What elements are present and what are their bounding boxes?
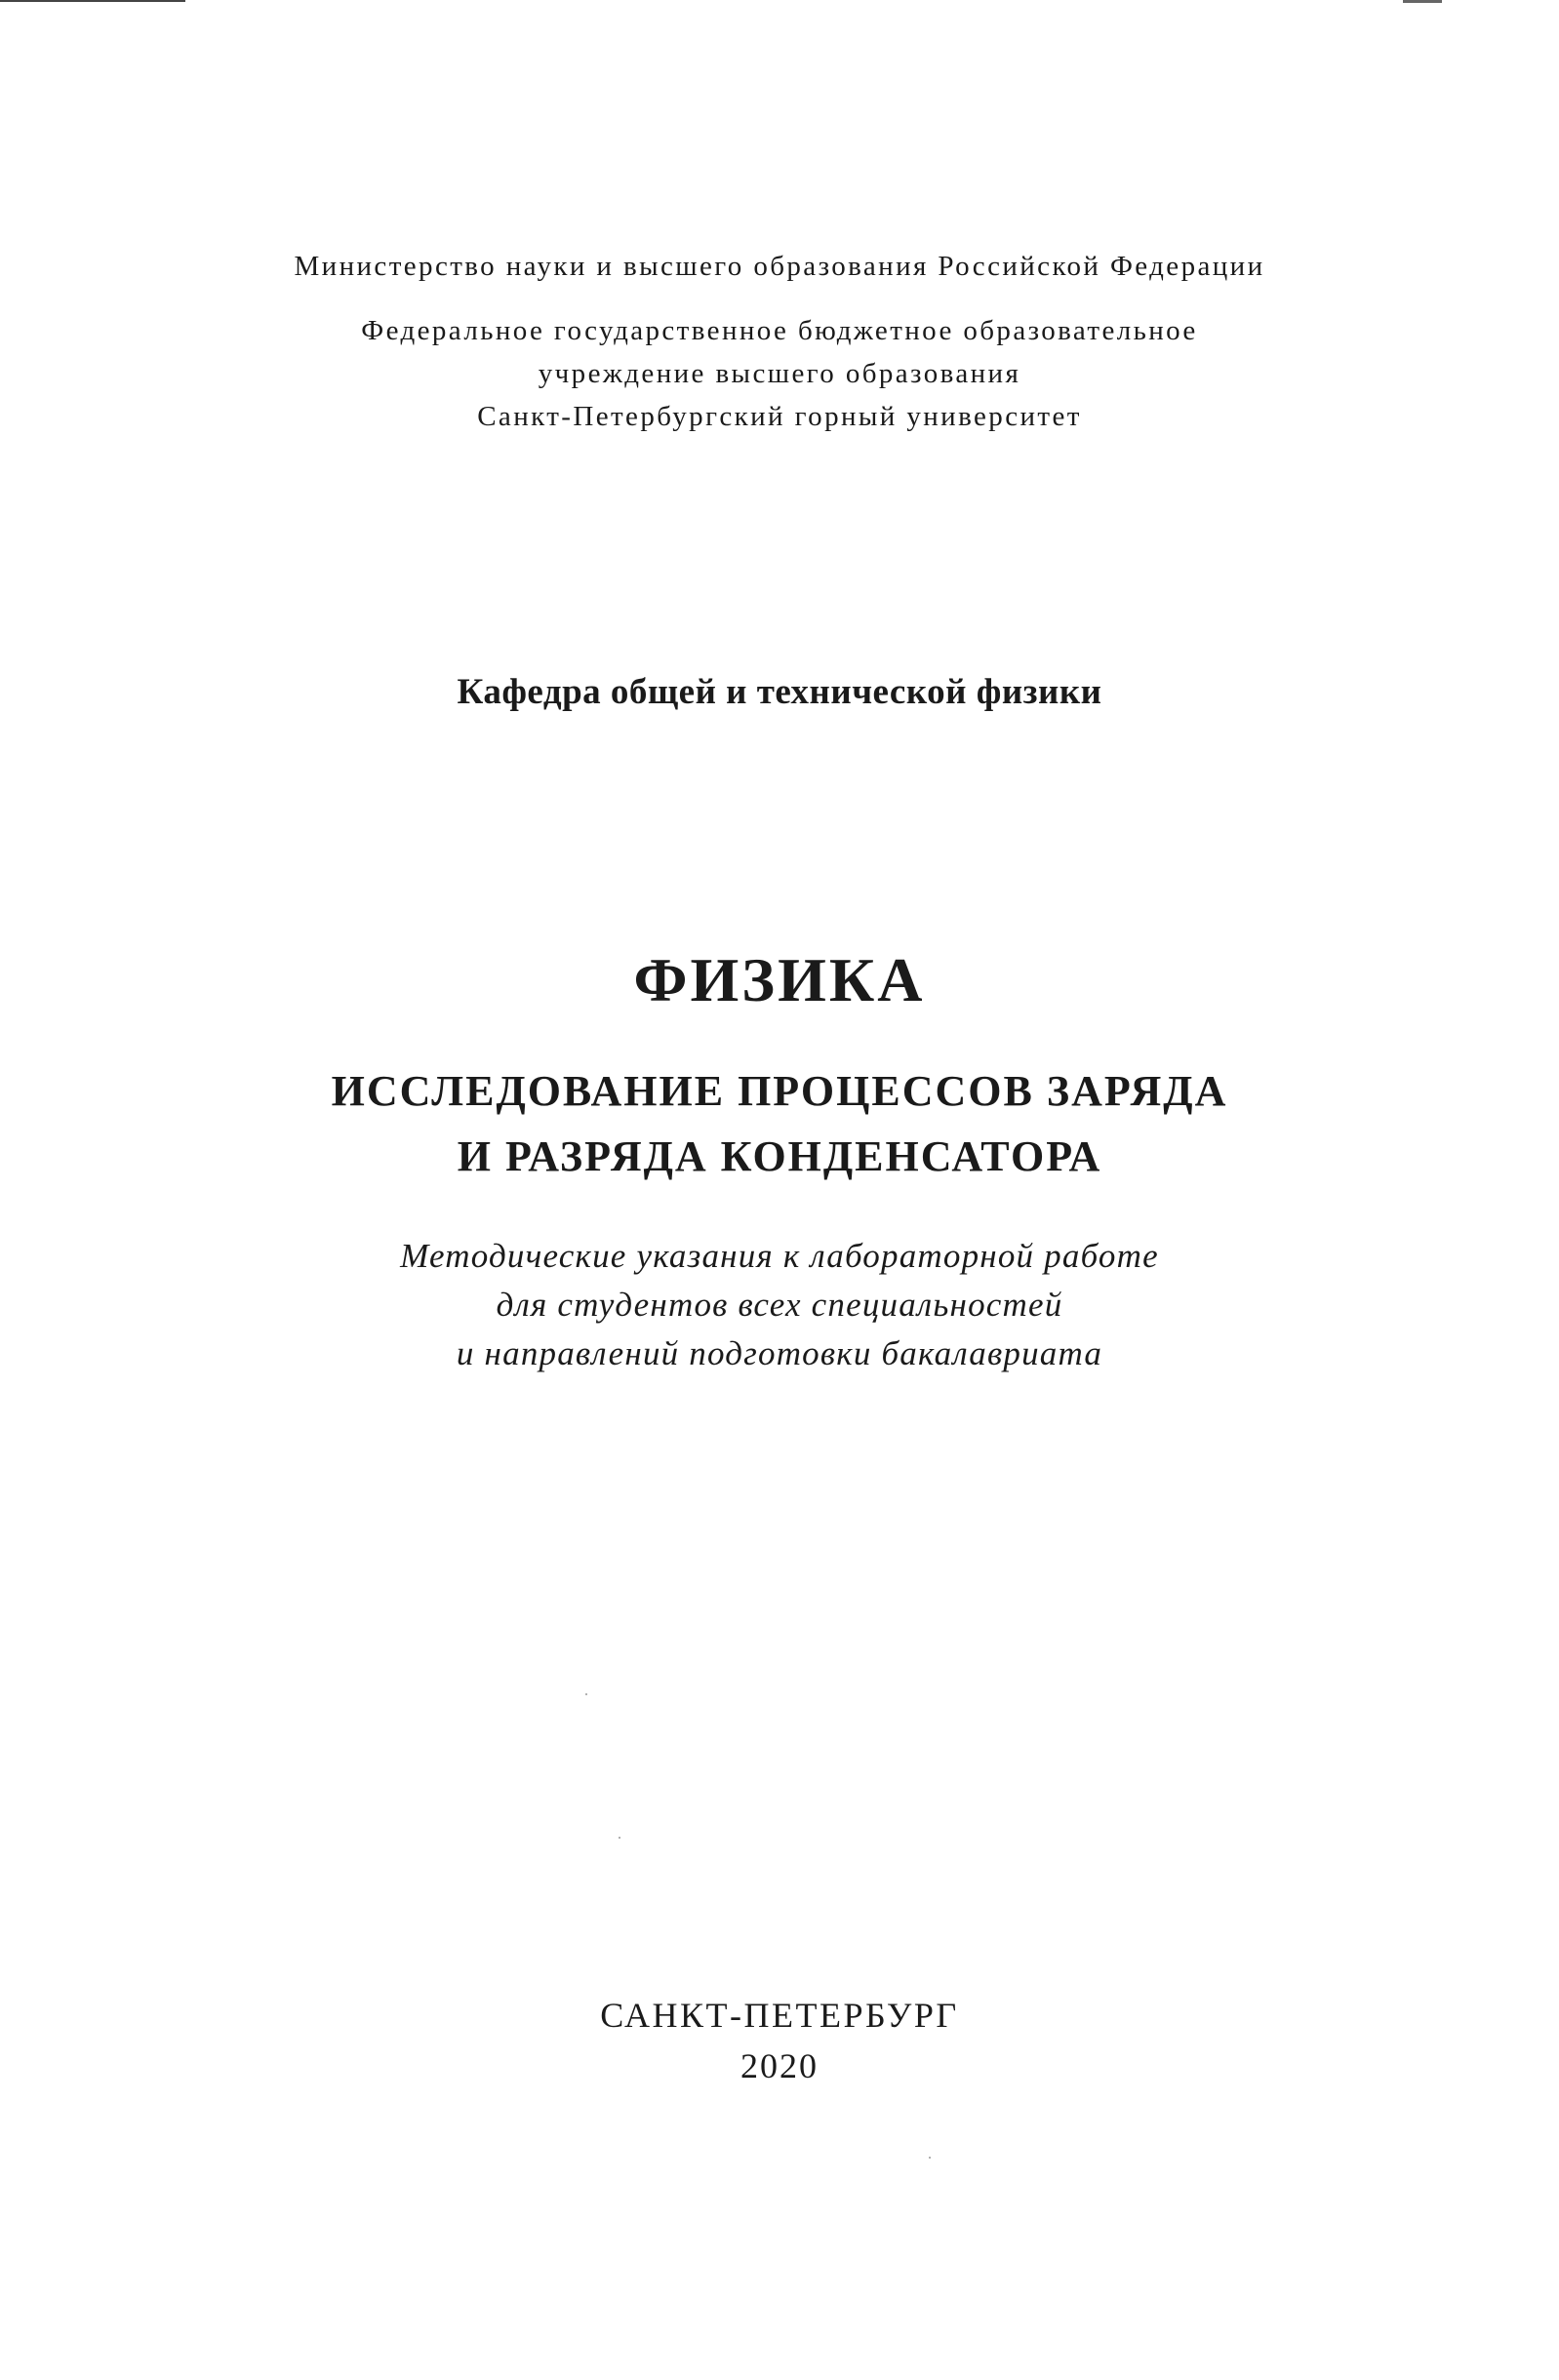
- publication-city: САНКТ-ПЕТЕРБУРГ: [600, 1996, 959, 2035]
- subtitle-line-2: И РАЗРЯДА КОНДЕНСАТОРА: [457, 1132, 1102, 1180]
- subtitle-line-1: ИССЛЕДОВАНИЕ ПРОЦЕССОВ ЗАРЯДА: [331, 1067, 1228, 1115]
- scan-speck: [585, 1693, 587, 1695]
- description-line-1: Методические указания к лабораторной работе: [400, 1237, 1159, 1275]
- main-title: ФИЗИКА: [633, 945, 926, 1014]
- publication-year: 2020: [740, 2046, 819, 2085]
- institution-type-line-2: учреждение высшего образования: [538, 358, 1021, 389]
- description-line-2: для студентов всех специальностей: [496, 1286, 1063, 1324]
- scan-speck: [929, 2157, 931, 2159]
- ministry-name: Министерство науки и высшего образования Российской Федерации: [294, 251, 1265, 282]
- scan-speck: [619, 1837, 620, 1839]
- institution-type-line-1: Федеральное государственное бюджетное образовательное: [361, 315, 1198, 346]
- department-name: Кафедра общей и технической физики: [457, 672, 1102, 712]
- description-line-3: и направлений подготовки бакалавриата: [456, 1334, 1103, 1372]
- scan-mark-artifact: [1403, 0, 1442, 3]
- scan-edge-artifact: [0, 0, 185, 2]
- university-name: Санкт-Петербургский горный университет: [477, 401, 1082, 432]
